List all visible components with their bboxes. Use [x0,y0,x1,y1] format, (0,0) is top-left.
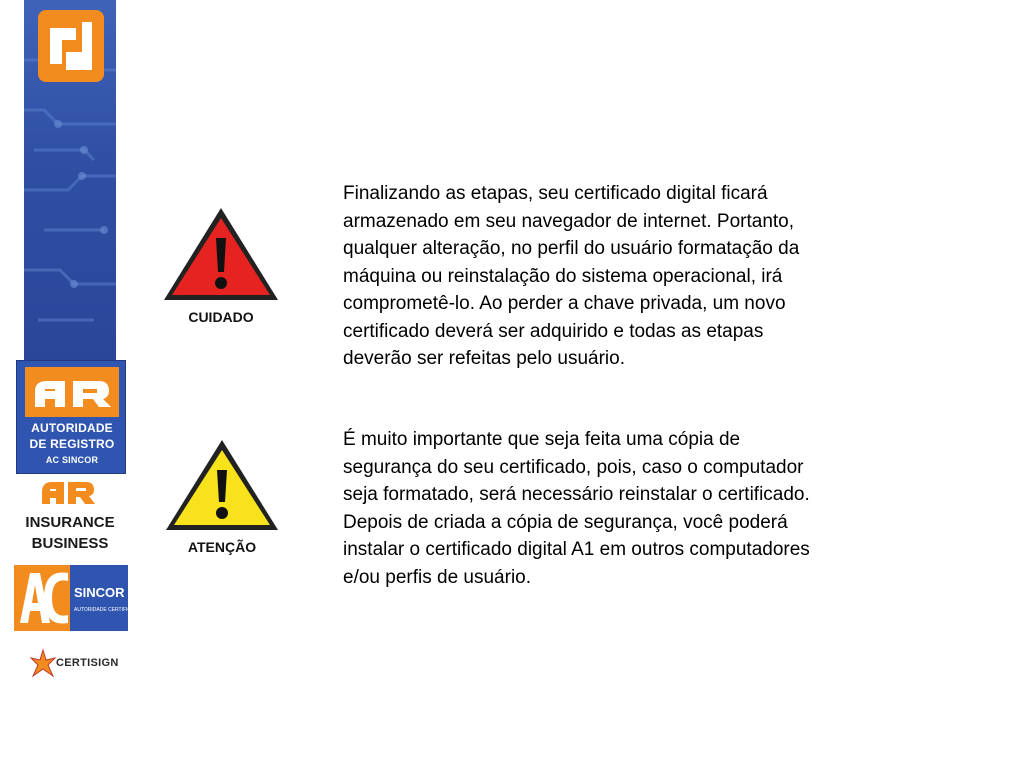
ac-sincor-subtitle: AUTORIDADE CERTIFICADORA [74,607,149,613]
paragraph-finalizando: Finalizando as etapas, seu certificado digital ficará armazenado em seu navegador de internet. Portanto, qualquer alteração, no perfil do usuário formatação da máquina ou reinstalação do sistema operacional, irá comprometê-lo. Ao perder a chave privada, um novo certificado deverá ser adquirido e todas as etapas deverão ser refeitas pelo usuário. [343,183,800,369]
certisign-star-icon [30,648,56,680]
caution-sign [160,204,282,328]
ar-autoridade-registro-logo [16,360,126,474]
ac-sincor-logo [14,565,149,631]
ar-mark-icon [25,367,119,417]
ar-line-2: DE REGISTRO [29,437,115,451]
certisign-text: CERTISIGN [56,657,119,669]
caution-label: CUIDADO [188,309,254,325]
certisign-logo [30,648,120,680]
ar-line-1: AUTORIDADE [31,421,113,435]
insurance-business-ar-mark-icon [40,478,96,506]
cd-logo-icon [36,8,106,84]
paragraph-copia-seguranca: É muito importante que seja feita uma cópia de segurança do seu certificado, pois, caso o computador seja formatado, será necessário reinstalar o certificado. Depois de criada a cópia de segurança, você poderá instalar o certificado digital A1 em outros computadores e/ou perfis de usuário. [343,429,810,588]
insurance-business-logo-text: INSURANCE BUSINESS [25,514,115,552]
ar-line-3: AC SINCOR [45,455,99,465]
warning-label: ATENÇÃO [187,539,257,555]
ac-sincor-wordmark: SINCOR [74,585,125,600]
exclamation-triangle-icon [162,436,282,534]
exclamation-triangle-icon [160,204,282,304]
warning-sign [162,436,282,558]
